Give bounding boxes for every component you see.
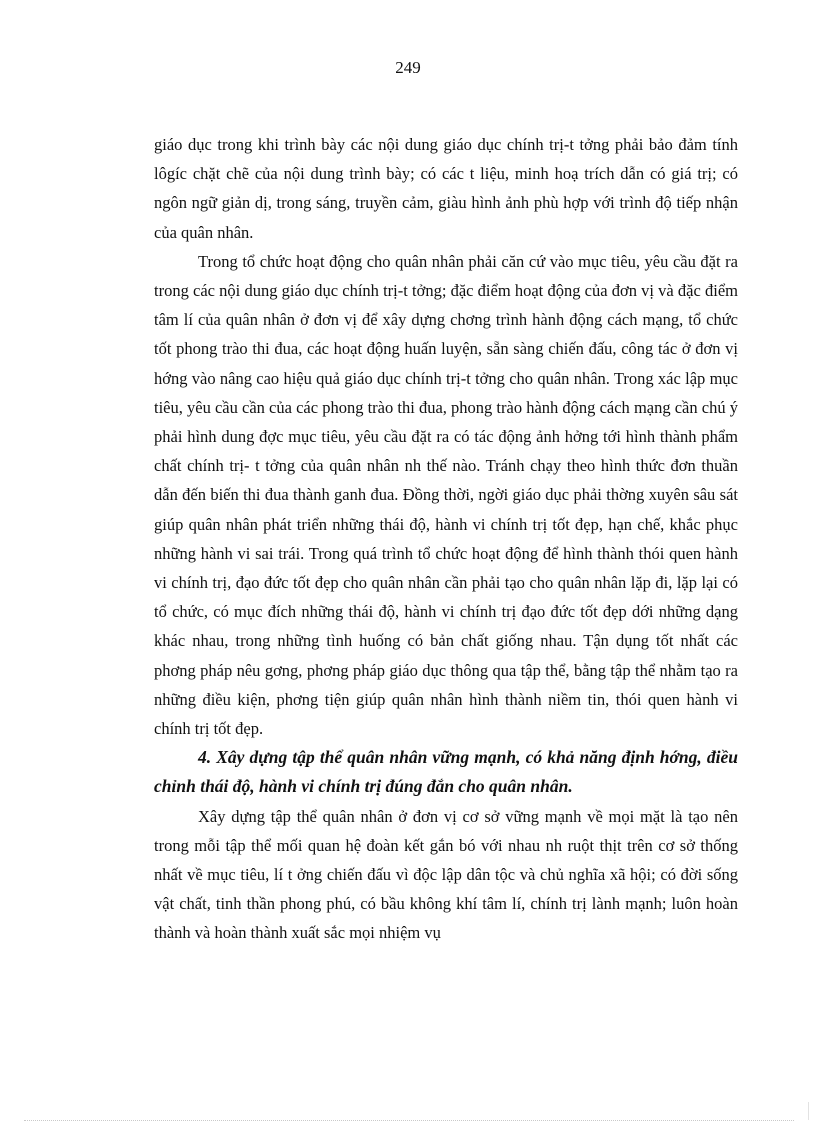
paragraph-continuation: giáo dục trong khi trình bày các nội dung giáo dục chính trị-t tởng phải bảo đảm tính lôgíc chặt chẽ của nội dung trình bày; có các t liệu, minh hoạ trích dẫn có giá trị; có ngôn ngữ giản dị, trong sáng, truyền cảm, giàu hình ảnh phù hợp với trình độ tiếp nhận của quân nhân. [154, 135, 738, 242]
corner-divider [808, 1102, 809, 1120]
section-heading: 4. Xây dựng tập thể quân nhân vững mạnh, có khả năng định hớng, điều chỉnh thái độ, hành vi chính trị đúng đắn cho quân nhân. [154, 747, 738, 797]
bottom-divider [24, 1120, 794, 1121]
paragraph-organizing-activities: Trong tổ chức hoạt động cho quân nhân phải căn cứ vào mục tiêu, yêu cầu đặt ra trong các nội dung giáo dục chính trị-t tởng; đặc điểm hoạt động của đơn vị và đặc điểm tâm lí của quân nhân ở đơn vị để xây dựng chơng trình hành động cách mạng, tổ chức tốt phong trào thi đua, các hoạt động huấn luyện, sẵn sàng chiến đấu, công tác ở đơn vị hớng vào nâng cao hiệu quả giáo dục chính trị-t tởng cho quân nhân. Trong xác lập mục tiêu, yêu cầu cần của các phong trào thi đua, phong trào hành động cách mạng cần chú ý phải hình dung đợc mục tiêu, yêu cầu đặt ra có tác động ảnh hởng tới hình thành phẩm chất chính trị- t tởng của quân nhân nh thế nào. Tránh chạy theo hình thức đơn thuần dẫn đến biến thi đua thành ganh đua. Đồng thời, ngời giáo dục phải thờng xuyên sâu sát giúp quân nhân phát triển những thái độ, hành vi chính trị tốt đẹp, hạn chế, khắc phục những hành vi sai trái. Trong quá trình tổ chức hoạt động để hình thành thói quen hành vi chính trị, đạo đức tốt đẹp cho quân nhân cần phải tạo cho quân nhân lặp đi, lặp lại có tổ chức, có mục đích những thái độ, hành vi chính trị đạo đức tốt đẹp dới những dạng khác nhau, trong những tình huống có bản chất giống nhau. Tận dụng tốt nhất các phơng pháp nêu gơng, phơng pháp giáo dục thông qua tập thể, bằng tập thể nhằm tạo ra những điều kiện, phơng tiện giúp quân nhân hình thành niềm tin, thói quen hành vi chính trị tốt đẹp. [154, 251, 738, 739]
page-body [154, 130, 738, 948]
paragraph-building-collective: Xây dựng tập thể quân nhân ở đơn vị cơ sở vững mạnh về mọi mặt là tạo nên trong mỗi tập thể mối quan hệ đoàn kết gắn bó với nhau nh ruột thịt trên cơ sở thống nhất về mục tiêu, lí t ởng chiến đấu vì độc lập dân tộc và chủ nghĩa xã hội; có đời sống vật chất, tinh thần phong phú, có bầu không khí tâm lí, chính trị lành mạnh; luôn hoàn thành và hoàn thành xuất sắc mọi nhiệm vụ [154, 806, 738, 943]
page-number: 249 [395, 58, 421, 77]
